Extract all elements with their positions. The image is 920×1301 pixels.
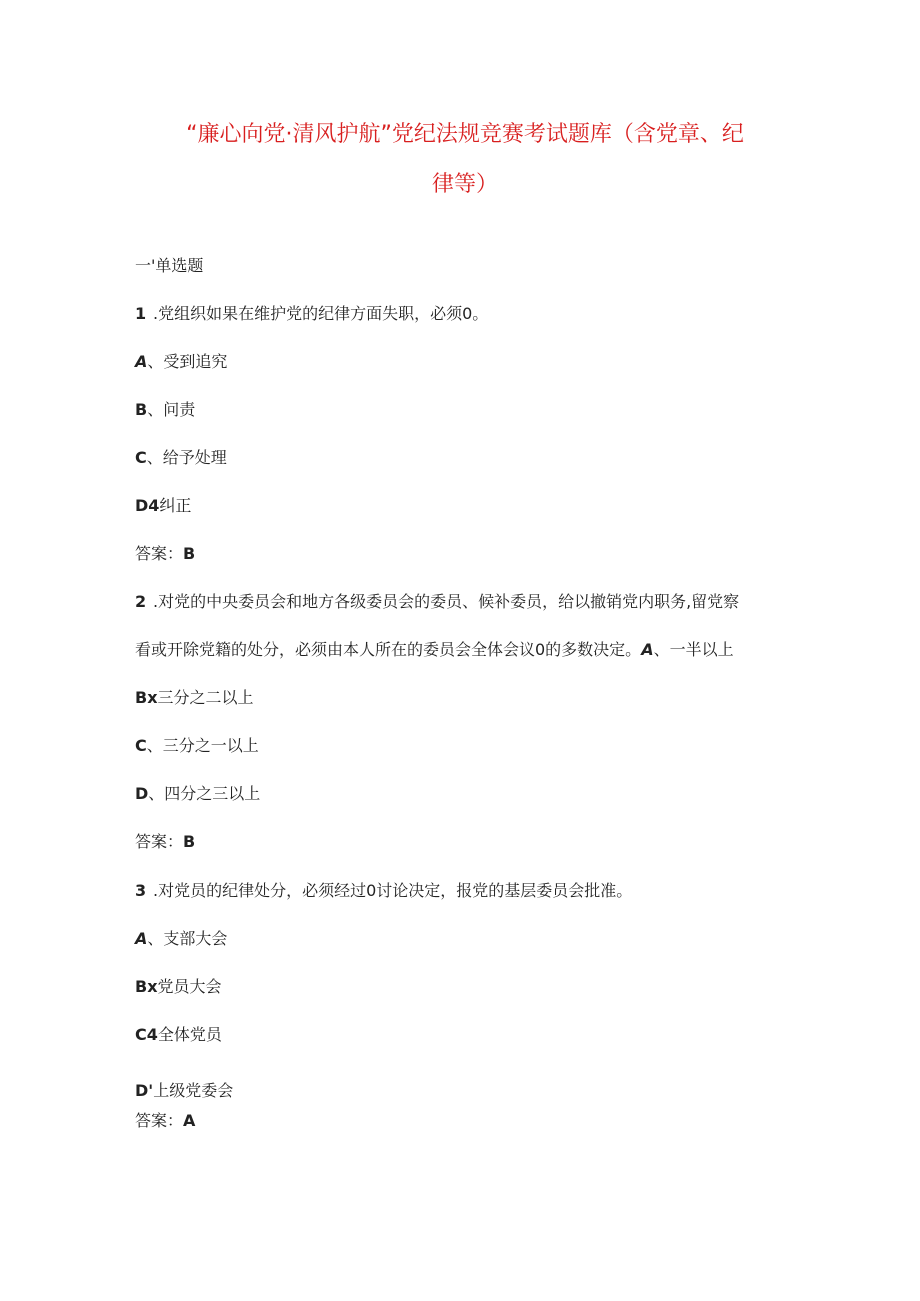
question-3 xyxy=(135,880,632,902)
option-prefix: D xyxy=(135,784,149,803)
option-text: 、四分之三以上 xyxy=(148,784,261,803)
q2-answer xyxy=(135,831,195,853)
option-text: 、三分之一以上 xyxy=(146,736,259,755)
option-text: 上级党委会 xyxy=(153,1081,234,1100)
option-text: 全体党员 xyxy=(157,1025,222,1044)
option-prefix: A xyxy=(135,929,148,948)
option-text: 、受到追究 xyxy=(147,352,228,371)
q3-option-a xyxy=(135,928,227,950)
option-prefix: Bx xyxy=(135,688,158,707)
question-text: .对党的中央委员会和地方各级委员会的委员、候补委员，给以撤销党内职务,留党察 xyxy=(153,592,740,611)
title-line-1: “廉心向党·清风护航”党纪法规竞赛考试题库（含党章、纪 xyxy=(186,122,744,147)
option-prefix: A xyxy=(641,640,654,659)
q3-option-d xyxy=(135,1080,233,1102)
option-text: 纠正 xyxy=(159,496,192,515)
q3-option-b xyxy=(135,976,222,998)
option-prefix: D4 xyxy=(135,496,160,515)
option-prefix: C4 xyxy=(135,1025,158,1044)
question-number: 3 xyxy=(135,881,147,900)
option-text: 党员大会 xyxy=(157,977,222,996)
question-number: 2 xyxy=(135,592,147,611)
answer-value: B xyxy=(183,544,196,563)
q2-option-c xyxy=(135,735,259,757)
question-number: 1 xyxy=(135,304,147,323)
option-text: 三分之二以上 xyxy=(157,688,254,707)
option-text: 、支部大会 xyxy=(147,929,228,948)
q1-option-c xyxy=(135,447,227,469)
answer-label: 答案： xyxy=(135,544,184,563)
question-2-continued xyxy=(135,639,734,661)
q1-answer xyxy=(135,543,195,565)
answer-value: A xyxy=(183,1111,196,1130)
option-prefix: C xyxy=(135,736,147,755)
question-text: .对党员的纪律处分，必须经过0讨论决定，报党的基层委员会批准。 xyxy=(153,881,633,900)
section-heading: 一'单选题 xyxy=(135,256,204,275)
option-prefix: Bx xyxy=(135,977,158,996)
q3-answer xyxy=(135,1110,195,1132)
q2-option-d xyxy=(135,783,260,805)
question-text: 看或开除党籍的处分，必须由本人所在的委员会全体会议0的多数决定。 xyxy=(135,640,642,659)
question-text: .党组织如果在维护党的纪律方面失职，必须0。 xyxy=(153,304,489,323)
answer-value: B xyxy=(183,832,196,851)
question-2 xyxy=(135,591,739,613)
q2-option-b xyxy=(135,687,254,709)
option-text: 、一半以上 xyxy=(653,640,734,659)
document-title xyxy=(150,110,780,210)
answer-label: 答案： xyxy=(135,1111,184,1130)
option-text: 、给予处理 xyxy=(146,448,227,467)
title-line-2: 律等） xyxy=(431,172,498,197)
question-1 xyxy=(135,303,488,325)
option-prefix: A xyxy=(135,352,148,371)
option-text: 、问责 xyxy=(147,400,196,419)
q1-option-b xyxy=(135,399,195,421)
q1-option-a xyxy=(135,351,227,373)
option-prefix: D' xyxy=(135,1081,154,1100)
q3-option-c xyxy=(135,1024,222,1046)
q1-option-d xyxy=(135,495,191,517)
answer-label: 答案： xyxy=(135,832,184,851)
option-prefix: B xyxy=(135,400,148,419)
option-prefix: C xyxy=(135,448,147,467)
